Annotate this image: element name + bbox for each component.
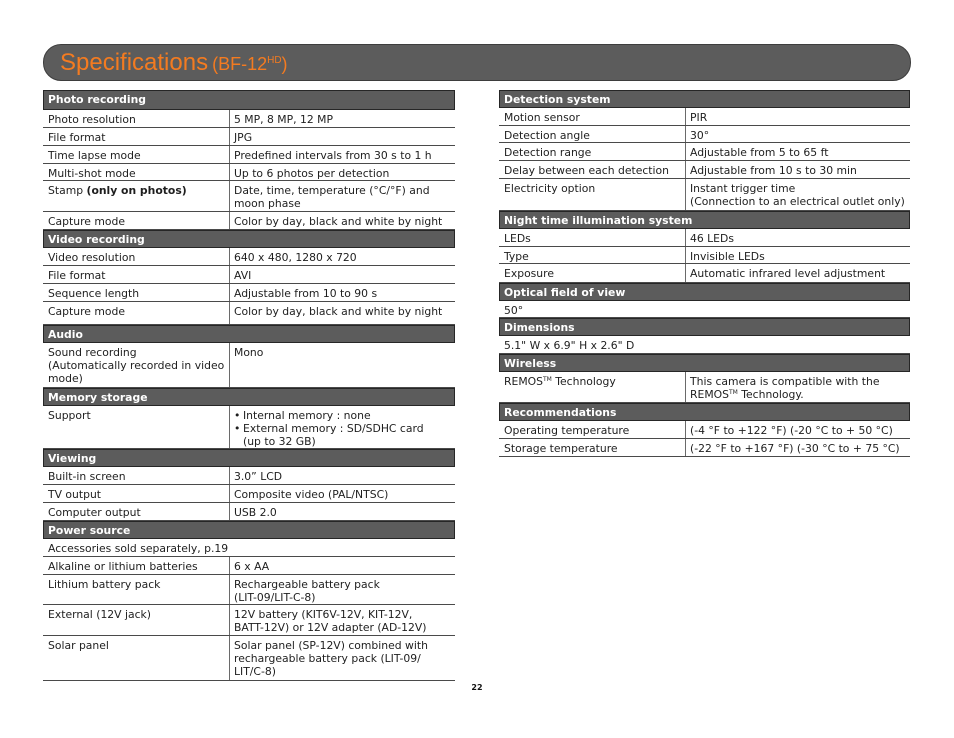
spec-label: Video resolution: [43, 248, 230, 265]
spec-label: [499, 372, 686, 402]
spec-value: Composite video (PAL/NTSC): [234, 488, 389, 501]
brand-suffix: Technology: [551, 375, 616, 388]
spec-label: [43, 181, 230, 211]
spec-row-photo-capture-mode: [43, 212, 455, 230]
spec-table-left: [43, 90, 455, 681]
spec-row-solar-panel: [43, 636, 455, 681]
spec-value: Up to 6 photos per detection: [234, 167, 390, 180]
spec-label: Built-in screen: [43, 467, 230, 484]
spec-row-electricity-option: [499, 179, 910, 211]
section-heading-dimensions: Dimensions: [499, 318, 910, 336]
spec-row-photo-resolution: [43, 110, 455, 128]
spec-row-tv-output: [43, 485, 455, 503]
spec-value: Instant trigger time (Connection to an electrical outlet only): [690, 182, 905, 208]
spec-label: Type: [499, 247, 686, 263]
brand-suffix: Technology.: [737, 388, 804, 401]
spec-row-support: [43, 406, 455, 449]
spec-label: Operating temperature: [499, 421, 686, 438]
list-item-text: External memory : SD/SDHC card (up to 32 GB): [243, 422, 424, 448]
spec-label: Solar panel: [43, 636, 230, 680]
spec-label: Alkaline or lithium batteries: [43, 557, 230, 574]
spec-row-dimensions: [499, 336, 910, 354]
spec-label: Capture mode: [43, 302, 230, 324]
spec-note: Accessories sold separately, p.19: [48, 542, 229, 555]
brand-name: REMOS: [504, 375, 543, 388]
spec-label: Lithium battery pack: [43, 575, 230, 604]
spec-table-right: [499, 90, 910, 457]
section-heading-photo-recording: Photo recording: [43, 90, 455, 110]
spec-value: Invisible LEDs: [690, 250, 765, 263]
model-suffix: ): [281, 54, 288, 74]
spec-value: AVI: [234, 269, 252, 282]
spec-row-led-type: [499, 247, 910, 264]
spec-row-sequence-length: [43, 284, 455, 302]
list-item-text: Internal memory : none: [243, 409, 371, 422]
spec-label: Detection range: [499, 143, 686, 160]
spec-label: Electricity option: [499, 179, 686, 210]
spec-label: File format: [43, 128, 230, 145]
spec-row-multi-shot-mode: [43, 164, 455, 181]
spec-label: Exposure: [499, 264, 686, 282]
spec-value: 12V battery (KIT6V-12V, KIT-12V, BATT-12V) or 12V adapter (AD-12V): [234, 608, 427, 634]
trademark-mark: TM: [543, 376, 552, 383]
spec-row-video-capture-mode: [43, 302, 455, 325]
spec-label: Sequence length: [43, 284, 230, 301]
spec-label: LEDs: [499, 229, 686, 246]
spec-row-accessories-note: [43, 539, 455, 557]
spec-label: Storage temperature: [499, 439, 686, 456]
section-heading-wireless: Wireless: [499, 354, 910, 372]
bullet: •: [234, 422, 241, 435]
spec-row-built-in-screen: [43, 467, 455, 485]
spec-label: Capture mode: [43, 212, 230, 229]
spec-label: Multi-shot mode: [43, 164, 230, 180]
spec-value: Color by day, black and white by night: [234, 215, 443, 228]
spec-value: 30°: [690, 129, 710, 142]
spec-label: Sound recording (Automatically recorded in video mode): [43, 343, 230, 387]
stamp-label-text: Stamp: [48, 184, 84, 197]
spec-value: Adjustable from 10 s to 30 min: [690, 164, 857, 177]
spec-label: TV output: [43, 485, 230, 502]
spec-label: Detection angle: [499, 126, 686, 142]
model-name: [212, 54, 287, 74]
list-item: [234, 409, 455, 422]
list-item: [234, 422, 455, 448]
spec-row-detection-delay: [499, 161, 910, 179]
section-heading-memory-storage: Memory storage: [43, 388, 455, 406]
title-main: Specifications: [60, 49, 209, 76]
spec-label: File format: [43, 266, 230, 283]
spec-value: 640 x 480, 1280 x 720: [234, 251, 357, 264]
spec-row-sound-recording: [43, 343, 455, 388]
bullet: •: [234, 409, 241, 422]
section-heading-recommendations: Recommendations: [499, 403, 910, 421]
spec-row-computer-output: [43, 503, 455, 521]
spec-value: Mono: [234, 346, 264, 359]
section-heading-power-source: Power source: [43, 521, 455, 539]
page-number: 22: [471, 683, 483, 692]
section-heading-video-recording: Video recording: [43, 230, 455, 248]
page-title: [60, 48, 288, 79]
spec-value: USB 2.0: [234, 506, 277, 519]
spec-row-field-of-view: [499, 301, 910, 318]
spec-value: 5 MP, 8 MP, 12 MP: [234, 113, 333, 126]
section-heading-audio: Audio: [43, 325, 455, 343]
spec-row-remos: [499, 372, 910, 403]
spec-row-lithium-battery-pack: [43, 575, 455, 605]
spec-value: Adjustable from 10 to 90 s: [234, 287, 378, 300]
spec-value: PIR: [690, 111, 708, 124]
spec-row-detection-range: [499, 143, 910, 161]
spec-row-leds: [499, 229, 910, 247]
spec-row-exposure: [499, 264, 910, 283]
spec-label: Time lapse mode: [43, 146, 230, 163]
spec-value: Solar panel (SP-12V) combined with rechargeable battery pack (LIT-09/ LIT/C-8): [234, 639, 428, 678]
spec-row-stamp: [43, 181, 455, 212]
model-prefix: (BF-12: [212, 54, 268, 74]
spec-value: Adjustable from 5 to 65 ft: [690, 146, 829, 159]
stamp-label-qualifier: (only on photos): [86, 184, 187, 197]
spec-label: Motion sensor: [499, 108, 686, 125]
spec-label: External (12V jack): [43, 605, 230, 635]
spec-row-operating-temperature: [499, 421, 910, 439]
title-bar: [43, 44, 911, 81]
spec-label: Computer output: [43, 503, 230, 520]
spec-value: 6 x AA: [234, 560, 270, 573]
spec-value: (-22 °F to +167 °F) (-30 °C to + 75 °C): [690, 442, 900, 455]
spec-value: [230, 406, 455, 448]
spec-row-storage-temperature: [499, 439, 910, 457]
spec-value: (-4 °F to +122 °F) (-20 °C to + 50 °C): [690, 424, 893, 437]
spec-row-alkaline-batteries: [43, 557, 455, 575]
spec-label: Delay between each detection: [499, 161, 686, 178]
spec-row-detection-angle: [499, 126, 910, 143]
trademark-mark: TM: [729, 389, 738, 396]
section-heading-night-illumination: Night time illumination system: [499, 211, 910, 229]
spec-value: 3.0” LCD: [234, 470, 283, 483]
spec-value: Date, time, temperature (°C/°F) and moon phase: [234, 184, 430, 210]
spec-label: Support: [43, 406, 230, 448]
spec-value: Predefined intervals from 30 s to 1 h: [234, 149, 432, 162]
spec-row-time-lapse-mode: [43, 146, 455, 164]
spec-value: 5.1" W x 6.9" H x 2.6" D: [504, 339, 635, 352]
spec-row-photo-file-format: [43, 128, 455, 146]
spec-row-video-file-format: [43, 266, 455, 284]
model-superscript: HD: [267, 55, 282, 66]
section-heading-optical-field: Optical field of view: [499, 283, 910, 301]
brand-name: REMOS: [690, 388, 729, 401]
spec-value: 50°: [504, 304, 524, 317]
spec-value: Color by day, black and white by night: [234, 305, 443, 318]
spec-value: JPG: [234, 131, 253, 144]
spec-row-external-jack: [43, 605, 455, 636]
section-heading-detection-system: Detection system: [499, 90, 910, 108]
value-line: This camera is compatible with the: [690, 375, 880, 388]
spec-row-motion-sensor: [499, 108, 910, 126]
spec-value: [686, 372, 910, 402]
spec-label: Photo resolution: [43, 110, 230, 127]
spec-row-video-resolution: [43, 248, 455, 266]
spec-value: Rechargeable battery pack (LIT-09/LIT-C-8): [234, 578, 380, 604]
spec-value: 46 LEDs: [690, 232, 734, 245]
value-line: [690, 388, 910, 401]
section-heading-viewing: Viewing: [43, 449, 455, 467]
spec-value: Automatic infrared level adjustment: [690, 267, 886, 280]
